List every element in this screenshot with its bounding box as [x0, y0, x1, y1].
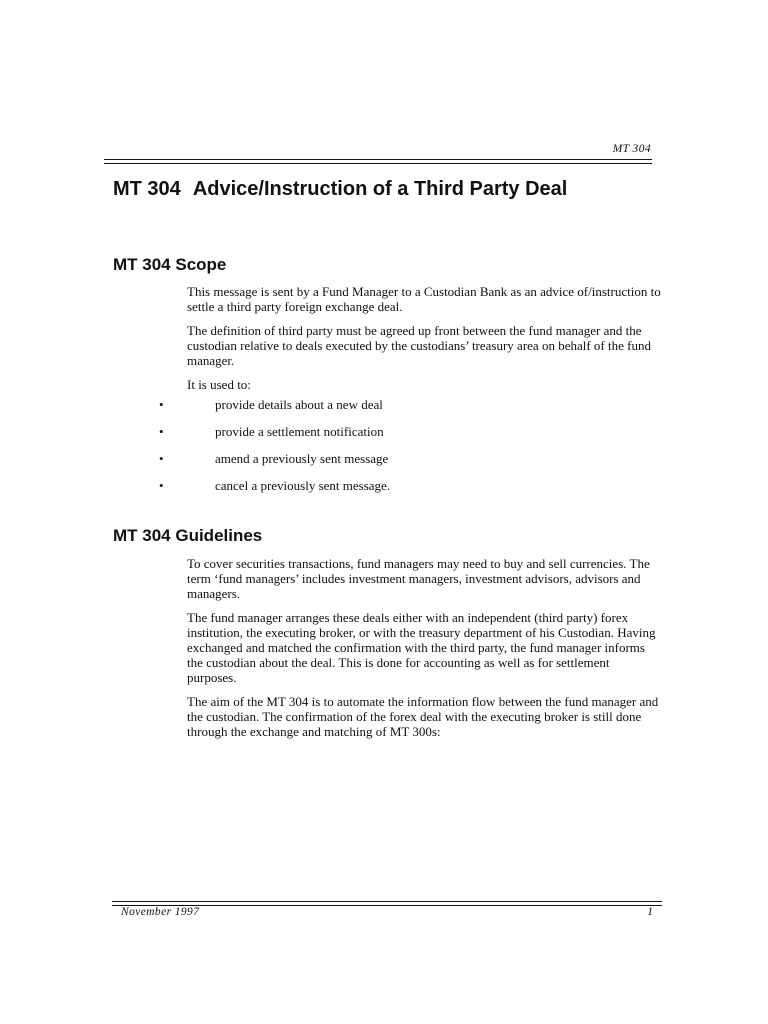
scope-paragraph: This message is sent by a Fund Manager to a Custodian Bank as an advice of/instruction to settle a third party foreign exchange deal. [187, 284, 661, 314]
bullet-icon: • [159, 424, 164, 439]
page-title-number: MT 304 [113, 178, 181, 200]
running-header: MT 304 [612, 143, 651, 155]
bullet-icon: • [159, 451, 164, 466]
page-title [113, 178, 567, 201]
page-number: 1 [647, 906, 653, 918]
bullet-icon: • [159, 478, 164, 493]
header-rule [104, 159, 652, 164]
list-item-text: cancel a previously sent message. [215, 478, 391, 493]
list-item [159, 397, 662, 412]
bullet-icon: • [159, 397, 164, 412]
scope-paragraph: It is used to: [187, 377, 251, 392]
list-item [159, 451, 662, 466]
scope-section [159, 284, 662, 493]
page-title-text: Advice/Instruction of a Third Party Deal [192, 178, 568, 200]
list-item [159, 478, 662, 493]
list-item-text: provide details about a new deal [215, 397, 383, 412]
list-item [159, 424, 662, 439]
usage-list [159, 397, 662, 493]
list-item-text: provide a settlement notification [215, 424, 384, 439]
guidelines-paragraph: To cover securities transactions, fund managers may need to buy and sell currencies. The term ‘fund managers’ includes investment managers, investment advisors, advisors and managers. [187, 556, 650, 601]
guidelines-paragraph: The fund manager arranges these deals either with an independent (third party) forex institution, the executing broker, or with the treasury department of his Custodian. Having exchanged and matched the confirmation with the third party, the fund manager informs the custodian about the deal. This is done for accounting as well as for settlement purposes. [187, 610, 656, 685]
scope-heading: MT 304 Scope [113, 255, 227, 274]
guidelines-section [187, 556, 662, 748]
scope-paragraph: The definition of third party must be agreed up front between the fund manager and the custodian relative to deals executed by the custodians’ treasury area on behalf of the fund manager. [187, 323, 651, 368]
footer-date: November 1997 [121, 906, 200, 918]
guidelines-heading: MT 304 Guidelines [113, 526, 263, 545]
list-item-text: amend a previously sent message [215, 451, 389, 466]
guidelines-paragraph: The aim of the MT 304 is to automate the information flow between the fund manager and the custodian. The confirmation of the forex deal with the executing broker is still done through the exchange and matching of MT 300s: [187, 694, 659, 739]
